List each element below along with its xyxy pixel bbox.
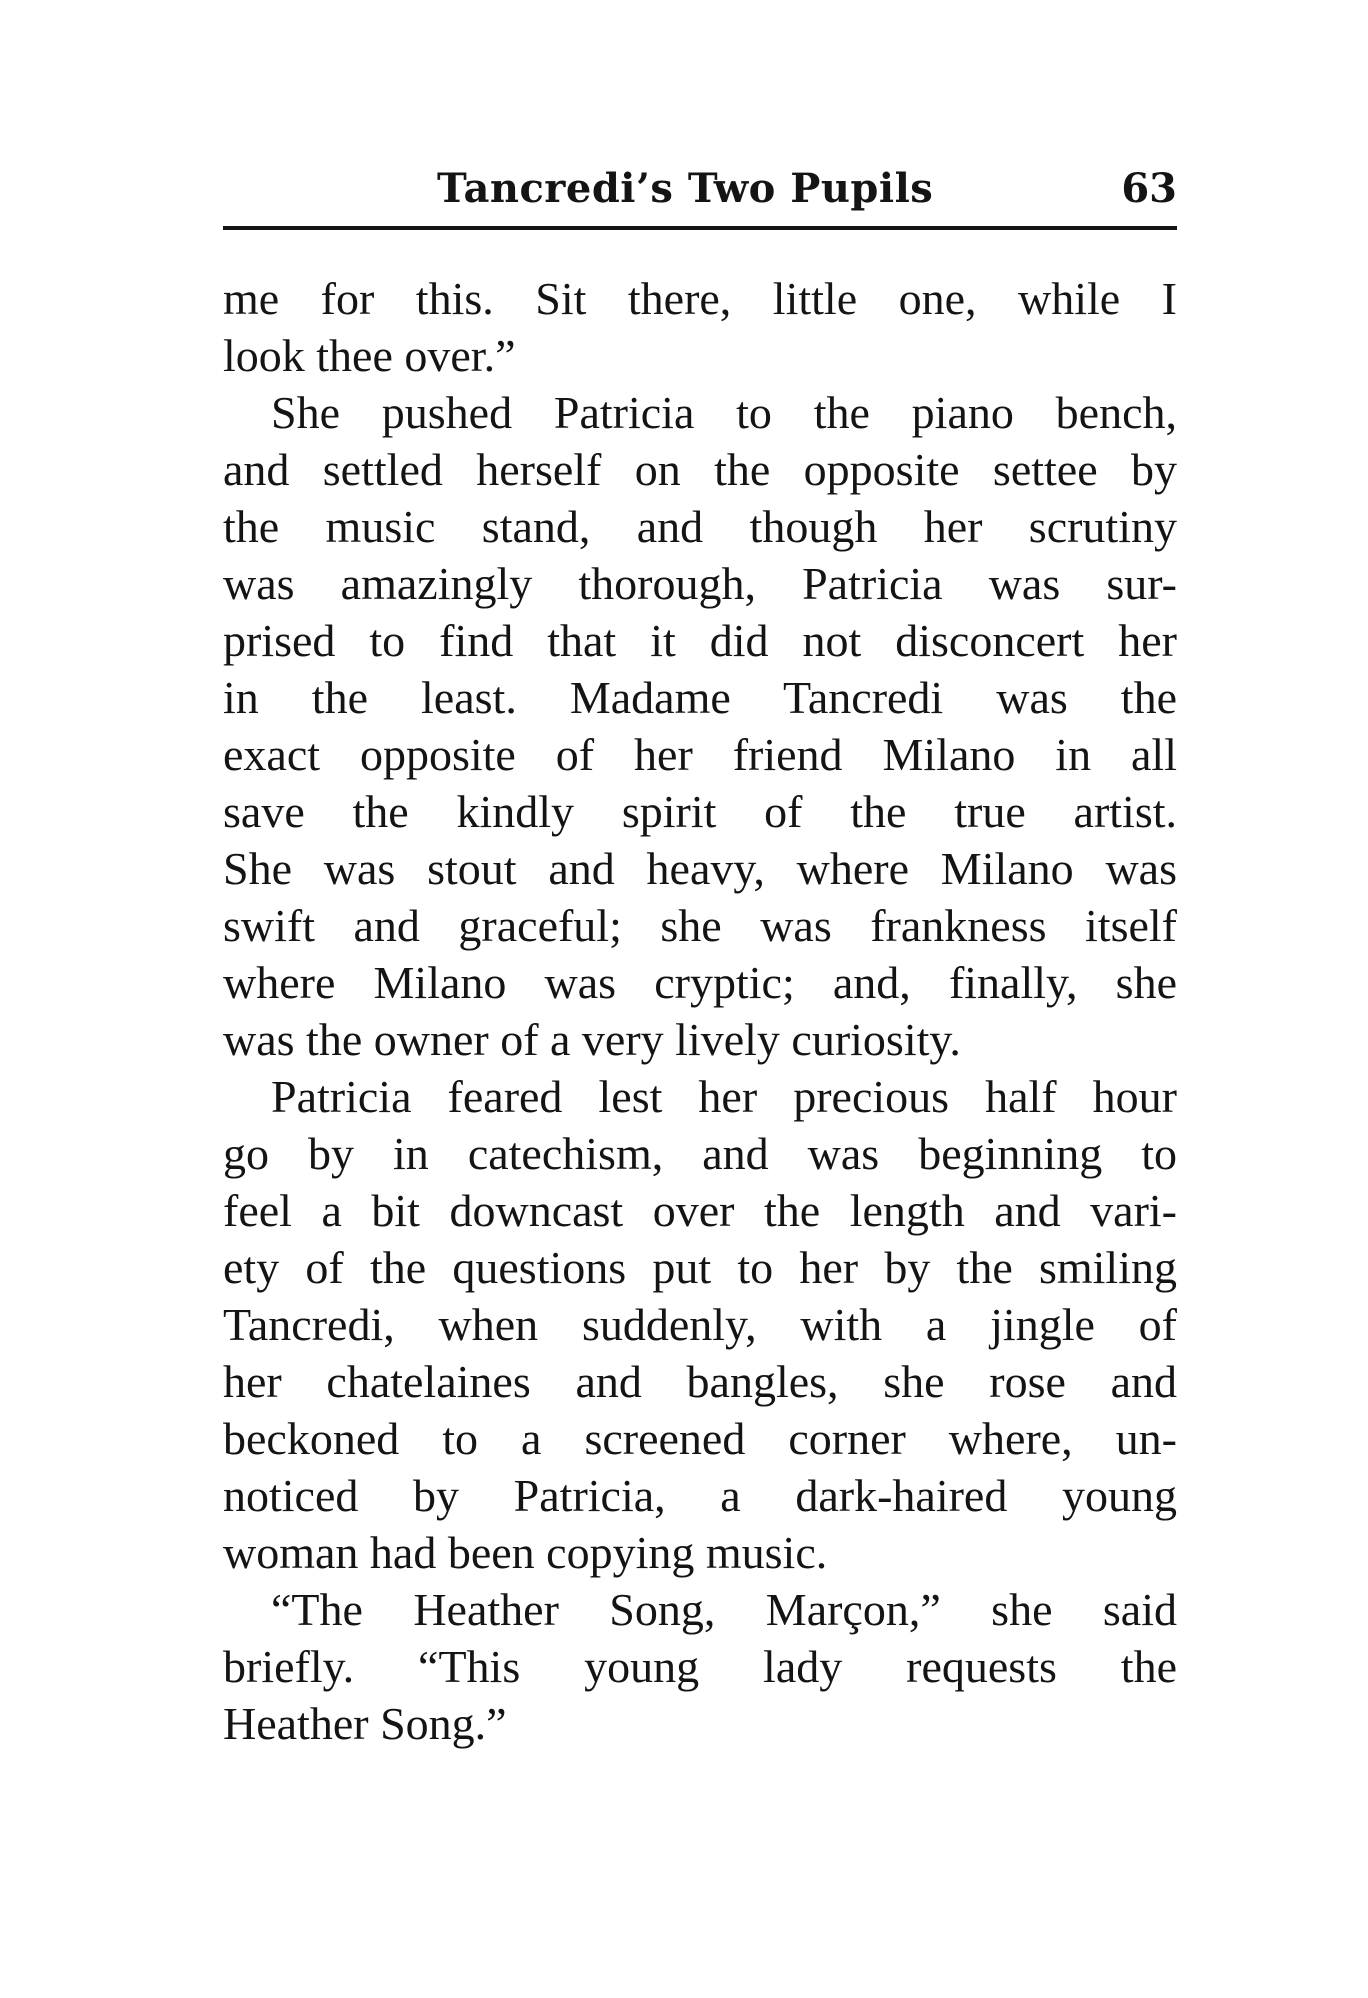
text-line: Patricia feared lest her precious half hour [271, 1071, 1177, 1122]
text-line: was amazingly thorough, Patricia was sur- [223, 558, 1177, 609]
page-header [223, 160, 1177, 222]
text-line: was the owner of a very lively curiosity. [223, 1014, 961, 1065]
body-text [223, 270, 1177, 1752]
header-rule [223, 226, 1177, 230]
text-line: She was stout and heavy, where Milano was [223, 843, 1177, 894]
text-line: beckoned to a screened corner where, un- [223, 1413, 1177, 1464]
running-title: Tancredi’s Two Pupils [437, 165, 934, 212]
page-number: 63 [1121, 165, 1177, 212]
text-line: save the kindly spirit of the true artist. [223, 786, 1177, 837]
text-line: the music stand, and though her scrutiny [223, 501, 1177, 552]
text-line: She pushed Patricia to the piano bench, [271, 387, 1177, 438]
text-line: swift and graceful; she was frankness itself [223, 900, 1177, 951]
text-line: Tancredi, when suddenly, with a jingle of [223, 1299, 1177, 1350]
text-line: noticed by Patricia, a dark-haired young [223, 1470, 1177, 1521]
text-line: briefly. “This young lady requests the [223, 1641, 1177, 1692]
text-line: and settled herself on the opposite settee by [223, 444, 1177, 495]
text-line: Heather Song.” [223, 1698, 507, 1749]
text-line: feel a bit downcast over the length and vari- [223, 1185, 1177, 1236]
text-line: me for this. Sit there, little one, while I [223, 273, 1177, 324]
text-line: where Milano was cryptic; and, finally, she [223, 957, 1177, 1008]
text-line: look thee over.” [223, 330, 516, 381]
text-line: her chatelaines and bangles, she rose and [223, 1356, 1177, 1407]
text-line: go by in catechism, and was beginning to [223, 1128, 1177, 1179]
text-line: “The Heather Song, Marçon,” she said [271, 1584, 1177, 1635]
text-line: in the least. Madame Tancredi was the [223, 672, 1177, 723]
text-line: woman had been copying music. [223, 1527, 828, 1578]
text-line: prised to find that it did not disconcert her [223, 615, 1177, 666]
text-line: ety of the questions put to her by the smiling [223, 1242, 1177, 1293]
text-line: exact opposite of her friend Milano in all [223, 729, 1177, 780]
